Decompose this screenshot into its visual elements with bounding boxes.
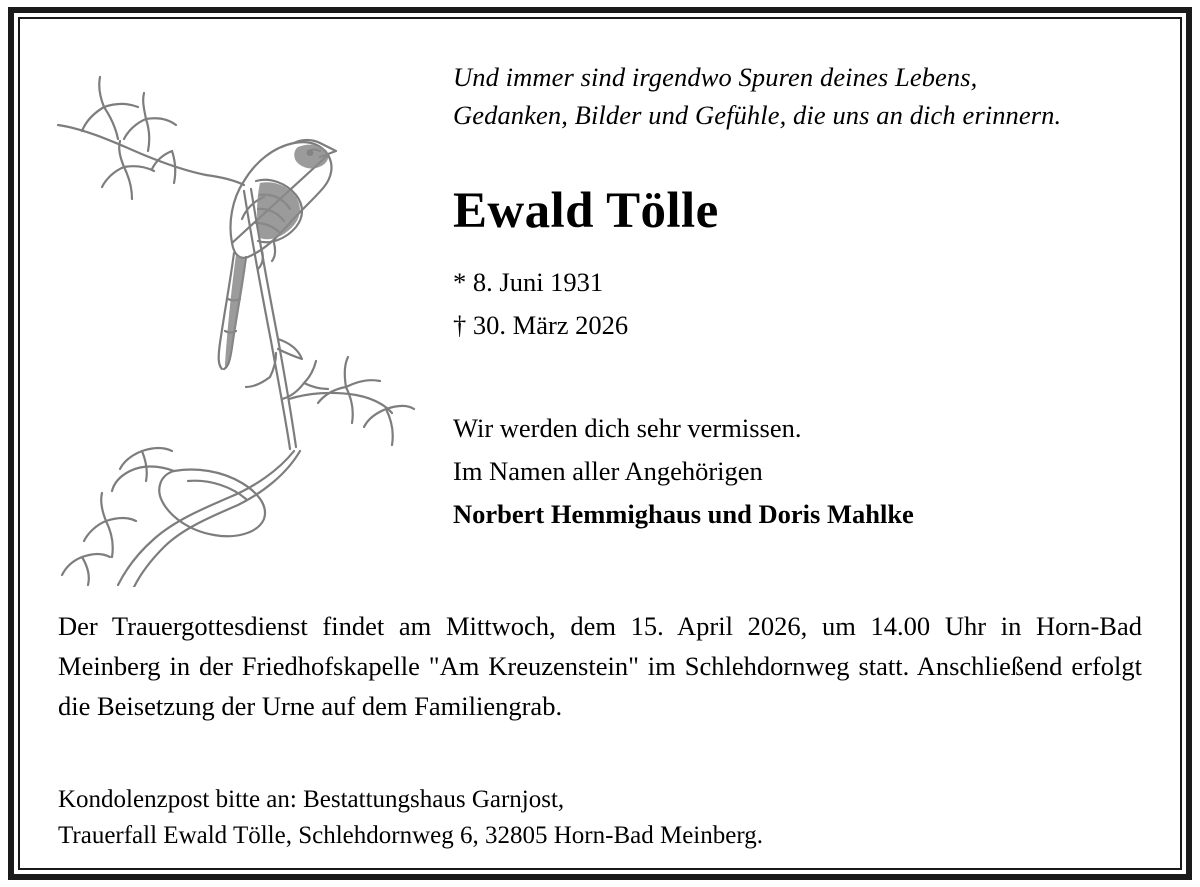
memorial-text-column xyxy=(453,59,1162,536)
family-names: Norbert Hemmighaus und Doris Mahlke xyxy=(453,499,914,530)
quote-line-2: Gedanken, Bilder und Gefühle, die uns an dich erinnern. xyxy=(453,99,1062,130)
farewell-line-1: Wir werden dich sehr vermissen. xyxy=(453,413,802,444)
bird-on-branch-illustration xyxy=(46,47,416,587)
deceased-name: Ewald Tölle xyxy=(453,183,719,240)
funeral-service-details: Der Trauergottesdienst findet am Mittwoch, dem 15. April 2026, um 14.00 Uhr in Horn-Bad Meinberg in der Friedhofskapelle "Am Kreuzenstein" im Schlehdornweg statt. Anschließend erfolgt die Beisetzung der Urne auf dem Familiengrab. xyxy=(58,611,1142,721)
memorial-footer xyxy=(58,607,1142,853)
farewell-block xyxy=(453,407,1162,536)
quote-line-1: Und immer sind irgendwo Spuren deines Lebens, xyxy=(453,62,978,92)
card-content xyxy=(28,27,1172,860)
farewell-line-2: Im Namen aller Angehörigen xyxy=(453,456,763,487)
life-dates xyxy=(453,261,1162,347)
death-date: † 30. März 2026 xyxy=(453,310,629,341)
contact-line-2: Trauerfall Ewald Tölle, Schlehdornweg 6, 32805 Horn-Bad Meinberg. xyxy=(58,821,763,849)
birth-date: * 8. Juni 1931 xyxy=(453,267,604,298)
condolence-contact xyxy=(58,782,1142,853)
contact-line-1: Kondolenzpost bitte an: Bestattungshaus Garnjost, xyxy=(58,786,565,814)
memorial-quote xyxy=(453,59,1162,134)
